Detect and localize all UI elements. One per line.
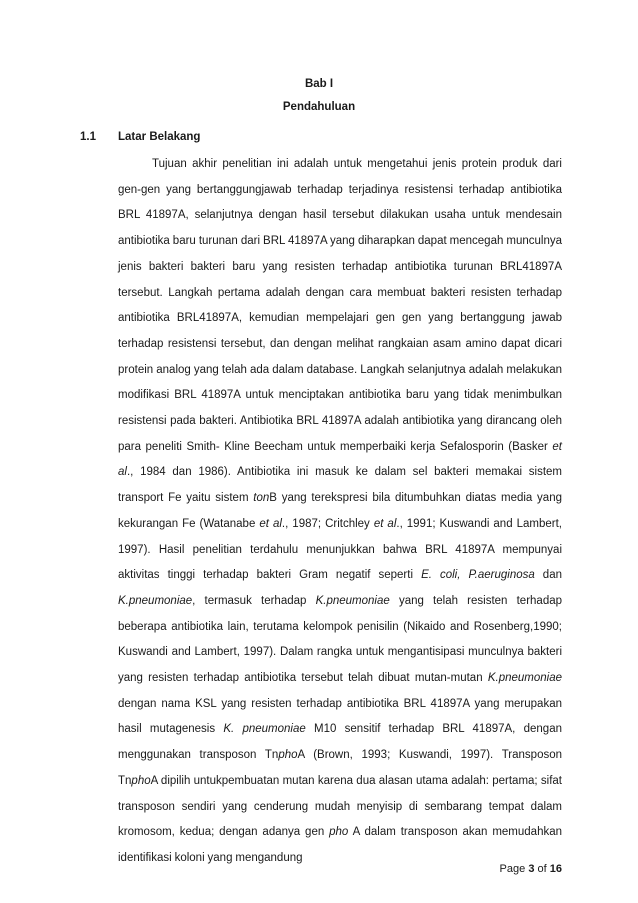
- text-run: A dipilih untukpembuatan mutan karena dua alasan utama adalah: pertama; sifat transposon sendiri yang cenderung mudah menyisip di sembarang tempat dalam kromosom, kedua; dengan adanya gen: [118, 774, 562, 839]
- italic-text-run: K.pneumoniae: [118, 594, 193, 607]
- text-run: dengan nama KSL yang resisten terhadap antibiotika BRL 41897A yang merupakan hasil mutagenesis: [118, 697, 562, 736]
- body-paragraph: [118, 152, 562, 872]
- page-number: 3: [528, 863, 535, 875]
- text-run: B yang terekspresi bila ditumbuhkan diatas media yang kekurangan Fe (Watanabe: [118, 492, 562, 530]
- section-number: 1.1: [80, 131, 96, 143]
- page-footer: [500, 863, 562, 875]
- italic-text-run: ton: [253, 492, 270, 505]
- text-run: A (Brown, 1993; Kuswandi, 1997). Transposon Tn: [118, 749, 563, 787]
- text-run: ., 1984 dan 1986). Antibiotika ini masuk ke dalam sel bakteri memakai sistem transport Fe yaitu sistem: [118, 466, 562, 505]
- italic-text-run: pho: [131, 774, 151, 787]
- text-run: M10 sensitif terhadap BRL 41897A, dengan menggunakan transposon Tn: [118, 723, 562, 762]
- italic-text-run: et al: [373, 517, 397, 530]
- text-run: Tujuan akhir penelitian ini adalah untuk mengetahui jenis protein produk dari gen-gen yang bertanggungjawab terhadap terjadinya resistensi terhadap antibiotika BRL 41897A, selanjutnya dengan hasil tersebut dilakukan usaha untuk mendesain antibiotika baru turunan dari BRL 41897A yang diharapkan dapat mencegah munculnya jenis bakteri bakteri baru yang resisten terhadap antibiotika turunan BRL41897A tersebut. Langkah pertama adalah dengan cara membuat bakteri resisten terhadap antibiotika BRL41897A, kemudian mempelajari gen gen yang bertanggung jawab terhadap resistensi tersebut, dan dengan melihat rangkaian asam amino dapat dicari protein analog yang telah ada dalam database. Langkah selanjutnya adalah melakukan modifikasi BRL 41897A untuk menciptakan antibiotika baru yang tidak menimbulkan resistensi pada bakteri. Antibiotika BRL 41897A adalah antibiotika yang dirancang oleh para peneliti Smith- Kline Beecham untuk memperbaiki kerja Sefalosporin (Basker: [118, 158, 562, 453]
- italic-text-run: et al: [259, 517, 282, 530]
- chapter-heading: Bab I: [304, 78, 334, 90]
- italic-text-run: E. coli, P.aeruginosa: [421, 569, 535, 582]
- italic-text-run: K.pneumoniae: [315, 594, 390, 607]
- italic-text-run: pho: [329, 826, 349, 839]
- section-title: Latar Belakang: [118, 131, 201, 143]
- text-run: ., 1987; Critchley: [281, 517, 374, 530]
- text-run: dan: [534, 569, 562, 582]
- italic-text-run: et al: [118, 440, 562, 479]
- text-run: ., 1991; Kuswandi and Lambert, 1997). Hasil penelitian terdahulu menunjukkan bahwa BRL 41897A mempunyai aktivitas tinggi terhadap bakteri Gram negatif seperti: [118, 517, 562, 582]
- text-run: , termasuk terhadap: [192, 594, 316, 607]
- italic-text-run: K.pneumoniae: [487, 672, 562, 685]
- italic-text-run: K. pneumoniae: [223, 723, 306, 736]
- chapter-title: Pendahuluan: [282, 101, 356, 113]
- italic-text-run: pho: [278, 749, 298, 762]
- total-pages: 16: [549, 863, 562, 875]
- of-label: of: [537, 863, 547, 875]
- page-label: Page: [499, 863, 526, 875]
- text-run: A dalam transposon akan memudahkan identifikasi koloni yang mengandung: [118, 826, 563, 864]
- text-run: yang telah resisten terhadap beberapa antibiotika lain, terutama kelompok penisilin (Nikaido and Rosenberg,1990; Kuswandi and Lambert, 1997). Dalam rangka untuk mengantisipasi munculnya bakteri yang resisten terhadap antibiotika tersebut telah dibuat mutan-mutan: [118, 594, 563, 685]
